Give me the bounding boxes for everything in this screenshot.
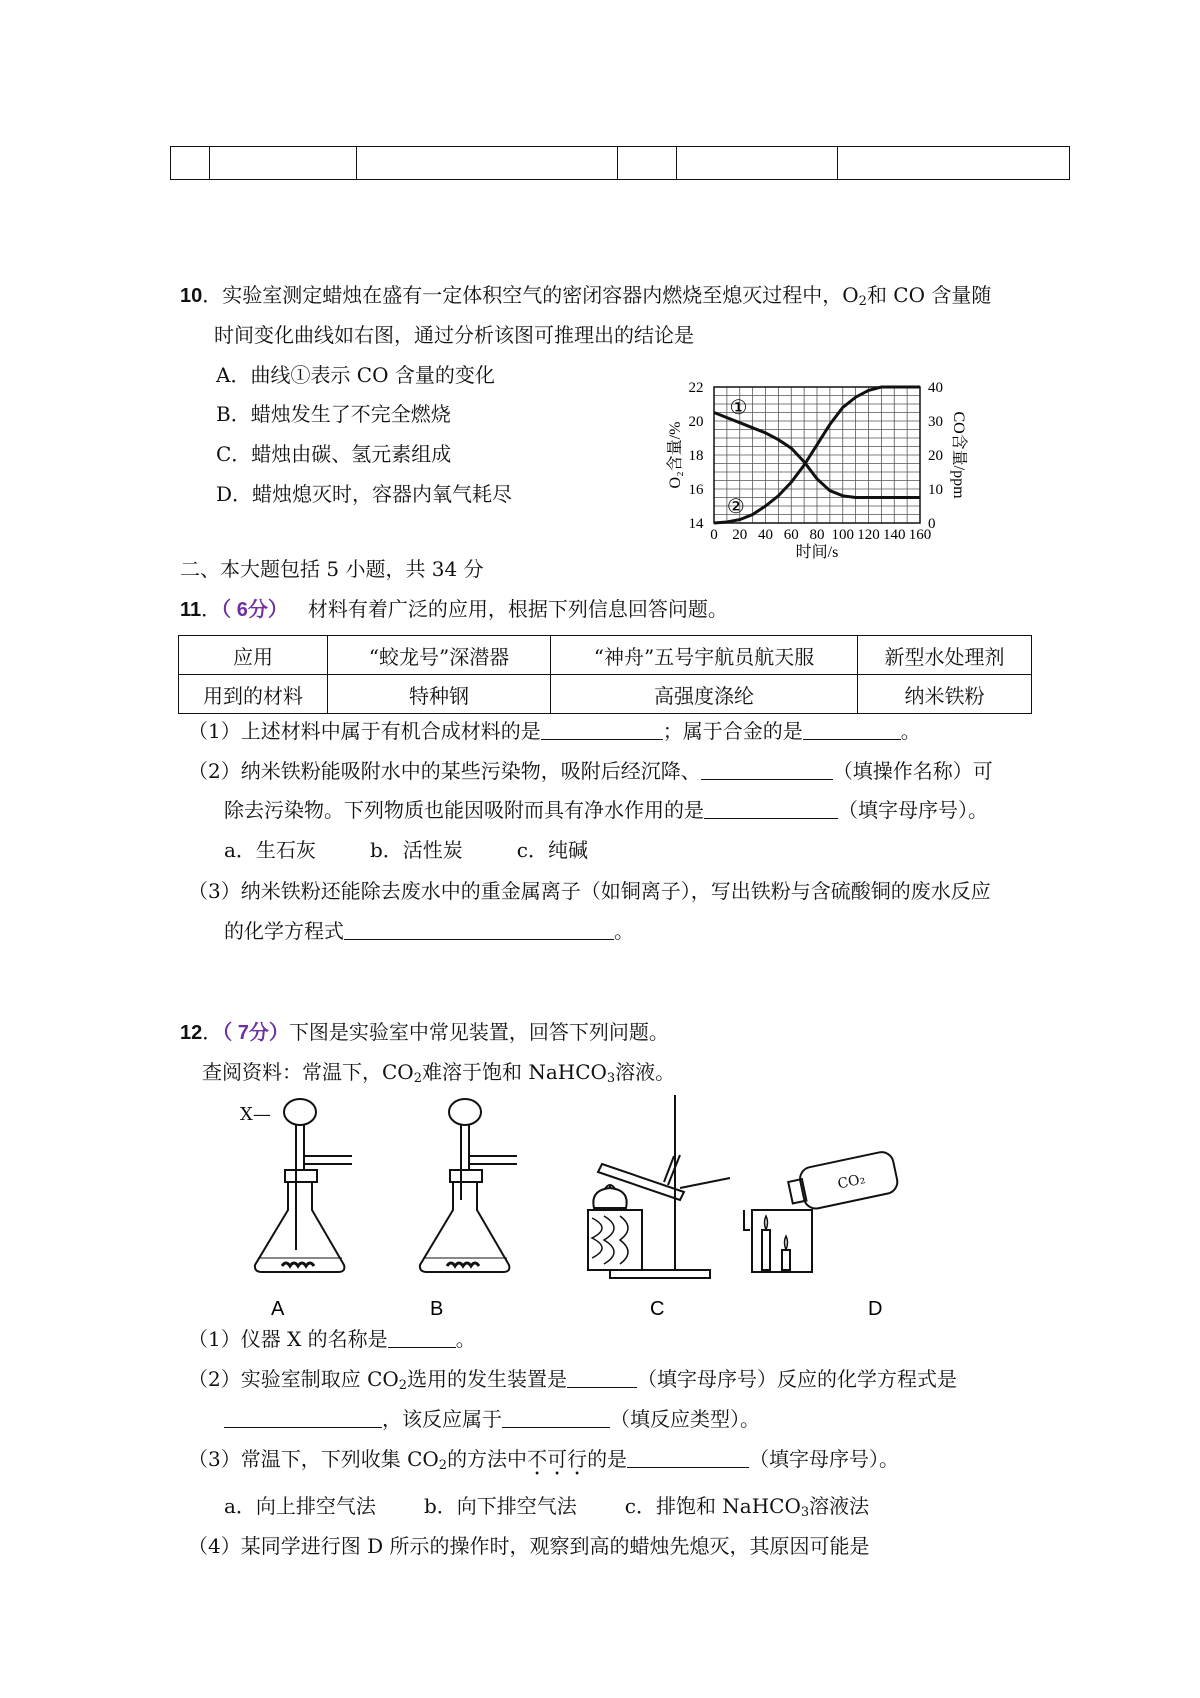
answer-blank[interactable]: [567, 1367, 637, 1388]
answer-blank[interactable]: [344, 919, 614, 940]
answer-blank[interactable]: [541, 719, 663, 740]
q11-part3-line2: [224, 918, 634, 944]
option-a: a．向上排空气法: [224, 1494, 376, 1518]
section-heading: 二、本大题包括 5 小题，共 34 分: [180, 557, 484, 581]
apparatus-d-candle-beaker: [744, 1150, 900, 1272]
table-row: [179, 675, 1032, 714]
y-left-tick-label: 14: [688, 516, 704, 532]
y-left-tick-label: 20: [688, 414, 704, 430]
ref-text: 难溶于饱和 NaHCO: [421, 1060, 607, 1084]
table-cell: “神舟”五号宇航员航天服: [551, 636, 858, 675]
table-cell: 纳米铁粉: [858, 675, 1032, 714]
prompt-text: （填字母序号）。: [838, 798, 988, 822]
q12-part2-line1: [188, 1366, 957, 1392]
q12-part2-line2: [224, 1406, 760, 1432]
prompt-text: （1）上述材料中属于有机合成材料的是: [188, 719, 541, 743]
subscript: 2: [398, 1378, 408, 1393]
prompt-text: 。: [455, 1327, 476, 1351]
x-tick-label: 80: [809, 527, 825, 543]
x-label: X—: [240, 1104, 271, 1125]
option-b: b．活性炭: [369, 838, 463, 862]
y-right-axis-label: CO含量/ppm: [950, 411, 967, 499]
q10-option-b: B．蜡烛发生了不完全燃烧: [216, 402, 451, 426]
q12-stem-text: 下图是实验室中常见装置，回答下列问题。: [288, 1020, 669, 1044]
ref-text: 溶液。: [615, 1060, 676, 1084]
table-cell: “蛟龙号”深潜器: [328, 636, 551, 675]
answer-blank[interactable]: [701, 759, 833, 780]
grid-cell: [171, 147, 210, 180]
y-right-tick-label: 30: [928, 414, 943, 430]
x-tick-label: 0: [710, 527, 718, 543]
answer-blank[interactable]: [224, 1407, 382, 1428]
option-c: c．纯碱: [516, 838, 588, 862]
co2-bottle-label: CO₂: [836, 1171, 867, 1193]
y-right-tick-label: 0: [928, 516, 936, 532]
y-right-tick-label: 10: [928, 482, 943, 498]
answer-blank[interactable]: [627, 1447, 749, 1468]
fig-label-d: D: [868, 1298, 883, 1320]
emphasis-char: 不: [527, 1447, 548, 1471]
q10-option-d: D．蜡烛熄灭时，容器内氧气耗尽: [216, 482, 513, 506]
prompt-text: （2）纳米铁粉能吸附水中的某些污染物，吸附后经沉降、: [188, 759, 701, 783]
q11-part1: [188, 718, 921, 744]
option-c-tail: 溶液法: [809, 1494, 870, 1518]
q12-reference: [202, 1059, 675, 1085]
fig-label-b: B: [430, 1298, 444, 1320]
answer-blank[interactable]: [803, 719, 901, 740]
subscript: 2: [413, 1071, 422, 1086]
apparatus-c-heating-setup: [588, 1095, 730, 1278]
prompt-text: 的是: [587, 1447, 628, 1471]
question-number: 10: [180, 285, 203, 307]
emphasis-char: 可: [547, 1447, 568, 1471]
gas-content-chart: [667, 365, 1030, 565]
apparatus-a-flask-with-funnel: [240, 1099, 352, 1272]
answer-blank[interactable]: [704, 798, 838, 819]
q11-part2-line2: [224, 797, 988, 823]
q11-part2-line1: [188, 758, 993, 784]
q10-stem-text: ．实验室测定蜡烛在盛有一定体积空气的密闭容器内燃烧至熄灭过程中，O: [202, 283, 859, 307]
q10-option-a: A．曲线①表示 CO 含量的变化: [216, 363, 495, 387]
table-row: [179, 636, 1032, 675]
grid-cell: [357, 147, 618, 180]
prompt-text: 选用的发生装置是: [407, 1367, 568, 1391]
table-cell: 高强度涤纶: [551, 675, 858, 714]
fig-label-c: C: [650, 1298, 665, 1320]
grid-cell: [618, 147, 677, 180]
y-left-tick-label: 22: [688, 380, 704, 396]
prompt-text: 。: [900, 719, 921, 743]
score-badge: （ 6分）: [221, 599, 288, 621]
q12-stem: 12．（ 7分）下图是实验室中常见装置，回答下列问题。: [180, 1020, 669, 1044]
subscript: 2: [438, 1458, 448, 1473]
x-tick-label: 60: [783, 527, 799, 543]
q12-part1: [188, 1326, 476, 1352]
x-tick-label: 140: [883, 527, 906, 543]
x-axis-label: 时间/s: [795, 544, 839, 561]
ref-text: 查阅资料：常温下，CO: [202, 1060, 414, 1084]
q10-stem-line2: 时间变化曲线如右图，通过分析该图可推理出的结论是: [214, 323, 694, 347]
prompt-text: （填字母序号）反应的化学方程式是: [637, 1367, 958, 1391]
y-right-tick-label: 20: [928, 448, 943, 464]
prompt-text: ；属于合金的是: [662, 719, 803, 743]
table-cell: 应用: [179, 636, 328, 675]
q10-option-c: C．蜡烛由碳、氢元素组成: [216, 442, 452, 466]
answer-blank[interactable]: [388, 1327, 456, 1348]
prompt-text: 。: [614, 919, 634, 943]
subscript: 3: [606, 1071, 616, 1086]
x-tick-label: 20: [732, 527, 748, 543]
x-tick-label: 100: [831, 527, 854, 543]
grid-cell: [677, 147, 838, 180]
option-c: c．排饱和 NaHCO: [624, 1494, 801, 1518]
prompt-text: （1）仪器 X 的名称是: [188, 1327, 388, 1351]
series-2-label: ②: [726, 495, 745, 518]
lab-apparatus-figure: [240, 1090, 960, 1320]
x-tick-label: 40: [758, 527, 773, 543]
score-badge: （ 7分）: [222, 1022, 289, 1044]
answer-grid-table: [170, 146, 1070, 180]
q12-part4: （4）某同学进行图 D 所示的操作时，观察到高的蜡烛先熄灭，其原因可能是: [188, 1534, 870, 1558]
materials-table: [178, 635, 1032, 714]
prompt-text: （填操作名称）可: [832, 759, 993, 783]
q11-stem-text: 材料有着广泛的应用，根据下列信息回答问题。: [307, 597, 728, 621]
series-1-label: ①: [729, 397, 748, 420]
prompt-text: ，该反应属于: [382, 1407, 502, 1431]
subscript: 3: [800, 1505, 810, 1520]
q12-part3-options: [224, 1493, 869, 1519]
table-cell: 用到的材料: [179, 675, 328, 714]
prompt-text: （填字母序号）。: [749, 1447, 900, 1471]
apparatus-b-flask-with-funnel: [420, 1099, 517, 1272]
grid-cell: [838, 147, 1070, 180]
x-tick-label: 160: [908, 527, 932, 543]
option-a: a．生石灰: [224, 838, 316, 862]
prompt-text: 除去污染物。下列物质也能因吸附而具有净水作用的是: [224, 798, 704, 822]
option-b: b．向下排空气法: [423, 1494, 577, 1518]
emphasis-char: 行: [567, 1447, 588, 1471]
table-cell: 新型水处理剂: [858, 636, 1032, 675]
y-right-tick-label: 40: [928, 380, 943, 396]
prompt-text: 的方法中: [447, 1447, 528, 1471]
q11-stem: 11．（ 6分） 材料有着广泛的应用，根据下列信息回答问题。: [180, 597, 728, 621]
q10-stem-line1: [180, 282, 991, 309]
prompt-text: （填反应类型）。: [610, 1407, 760, 1431]
prompt-text: （3）常温下，下列收集 CO: [188, 1447, 439, 1471]
prompt-text: （2）实验室制取应 CO: [188, 1367, 399, 1391]
question-number: 12: [180, 1022, 203, 1044]
fig-label-a: A: [271, 1298, 285, 1320]
q10-stem-text-b: 和 CO 含量随: [866, 283, 992, 307]
x-tick-label: 120: [857, 527, 880, 543]
table-cell: 特种钢: [328, 675, 551, 714]
y-left-axis-label: O₂含量/%: [667, 421, 684, 489]
answer-blank[interactable]: [502, 1407, 610, 1428]
q11-part3-line1: （3）纳米铁粉还能除去废水中的重金属离子（如铜离子），写出铁粉与含硫酸铜的废水反应: [188, 879, 991, 903]
q12-part3: [188, 1446, 899, 1472]
y-left-tick-label: 16: [688, 482, 704, 498]
question-number: 11: [180, 599, 202, 621]
prompt-text: 的化学方程式: [224, 919, 344, 943]
subscript: 2: [858, 294, 867, 309]
y-left-tick-label: 18: [688, 448, 704, 464]
q11-part2-options: [224, 837, 588, 863]
grid-cell: [210, 147, 357, 180]
